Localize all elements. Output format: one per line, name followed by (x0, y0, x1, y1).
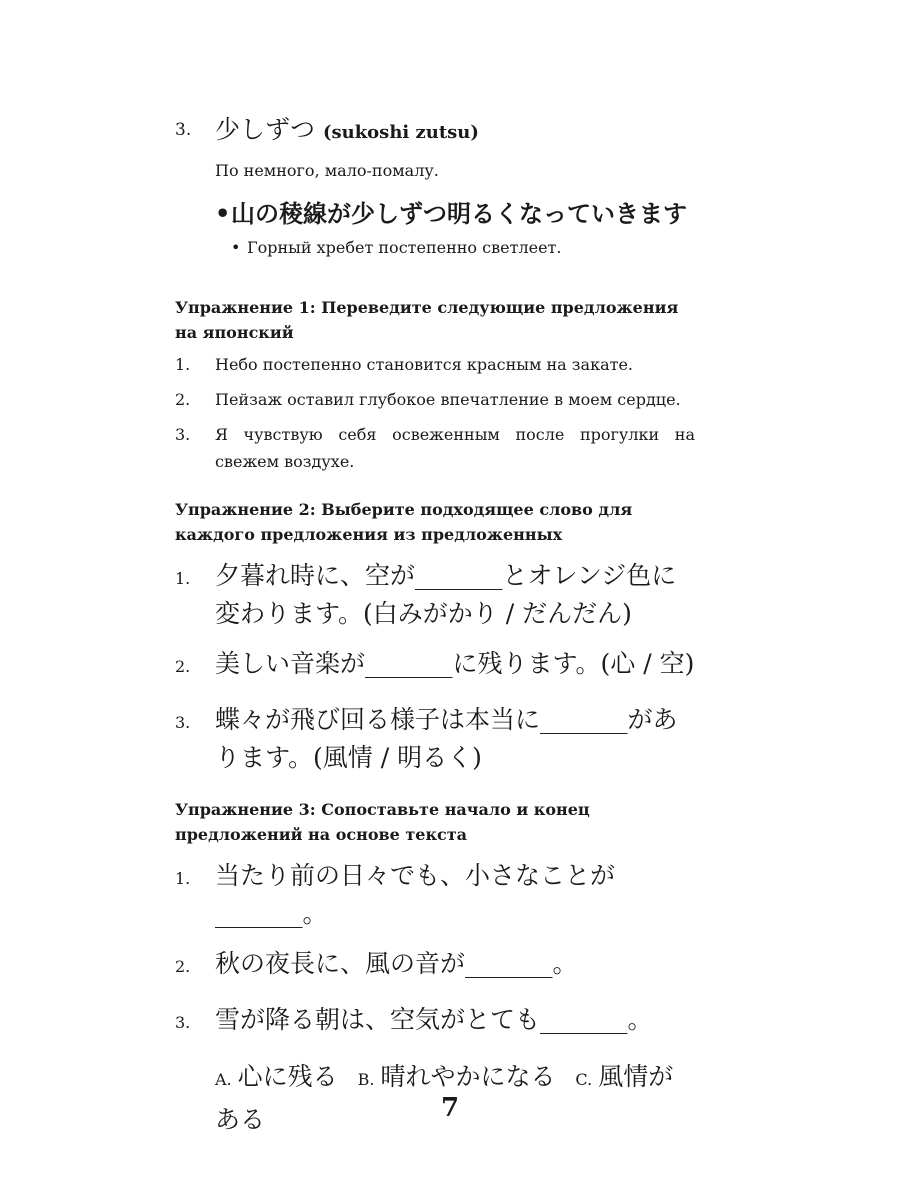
page-number: 7 (440, 1093, 460, 1123)
example-japanese (215, 197, 695, 231)
list-item (175, 557, 695, 633)
item-text: 雪が降る朝は、空気がとても_______。 (215, 1005, 653, 1034)
item-text: Небо постепенно становится красным на закате. (215, 355, 634, 374)
list-item (175, 386, 695, 413)
bullet-icon: • (215, 199, 231, 228)
item-text: 夕暮れ時に、空が_______とオレンジ色に変わります。(白みがかり / だんだん) (215, 561, 677, 628)
example-japanese-text: 山の稜線が少しずつ明るくなっていきます (231, 199, 687, 228)
item-text: 当たり前の日々でも、小さなことが_______。 (215, 861, 616, 928)
bullet-icon: • (231, 238, 241, 257)
item-number: 1. (175, 869, 191, 888)
exercise-3-title: Упражнение 3: Сопоставьте начало и конец предложений на основе текста (175, 800, 590, 844)
list-item (175, 1001, 695, 1045)
item-number: 3. (175, 1013, 191, 1032)
option-c-letter: C. (575, 1070, 593, 1089)
vocab-meaning: По немного, мало-помалу. (215, 161, 439, 180)
option-a-letter: A. (215, 1070, 232, 1089)
option-b-letter: B. (357, 1070, 375, 1089)
item-number: 3. (175, 713, 191, 732)
item-text: Пейзаж оставил глубокое впечатление в моем сердце. (215, 390, 681, 409)
exercise-3-list (175, 857, 695, 1045)
item-number: 2. (175, 390, 191, 409)
vocab-romaji: (sukoshi zutsu) (322, 122, 479, 143)
item-number: 2. (175, 957, 191, 976)
page-content (175, 112, 695, 1140)
list-item (175, 421, 695, 475)
list-item (175, 857, 695, 933)
item-number: 1. (175, 355, 191, 374)
list-item (175, 645, 695, 689)
list-item (175, 351, 695, 378)
list-item (175, 701, 695, 777)
option-a-text: 心に残る (237, 1062, 338, 1091)
item-text: Я чувствую себя освеженным после прогулки на свежем воздухе. (215, 425, 695, 471)
vocab-entry (175, 112, 695, 261)
item-text: 美しい音楽が_______に残ります。(心 / 空) (215, 649, 695, 678)
item-number: 3. (175, 425, 191, 444)
option-c-text: 風情がある (215, 1062, 674, 1134)
item-text: 秋の夜長に、風の音が_______。 (215, 949, 578, 978)
item-number: 2. (175, 657, 191, 676)
exercise-1 (175, 295, 695, 475)
exercise-2 (175, 497, 695, 777)
example-russian (231, 235, 695, 261)
vocab-header (175, 112, 695, 151)
item-number: 1. (175, 569, 191, 588)
option-b-text: 晴れやかになる (380, 1062, 556, 1091)
exercise-2-list (175, 557, 695, 777)
exercise-3 (175, 797, 695, 1140)
list-item (175, 945, 695, 989)
exercise-1-list (175, 351, 695, 475)
exercise-2-title: Упражнение 2: Выберите подходящее слово для каждого предложения из предложенных (175, 500, 633, 544)
vocab-word: 少しずつ (215, 115, 316, 144)
vocab-number: 3. (175, 120, 192, 140)
item-text: 蝶々が飛び回る様子は本当に_______があります。(風情 / 明るく) (215, 705, 678, 772)
exercise-1-title: Упражнение 1: Переведите следующие предложения на японский (175, 298, 679, 342)
example-russian-text: Горный хребет постепенно светлеет. (247, 238, 562, 257)
